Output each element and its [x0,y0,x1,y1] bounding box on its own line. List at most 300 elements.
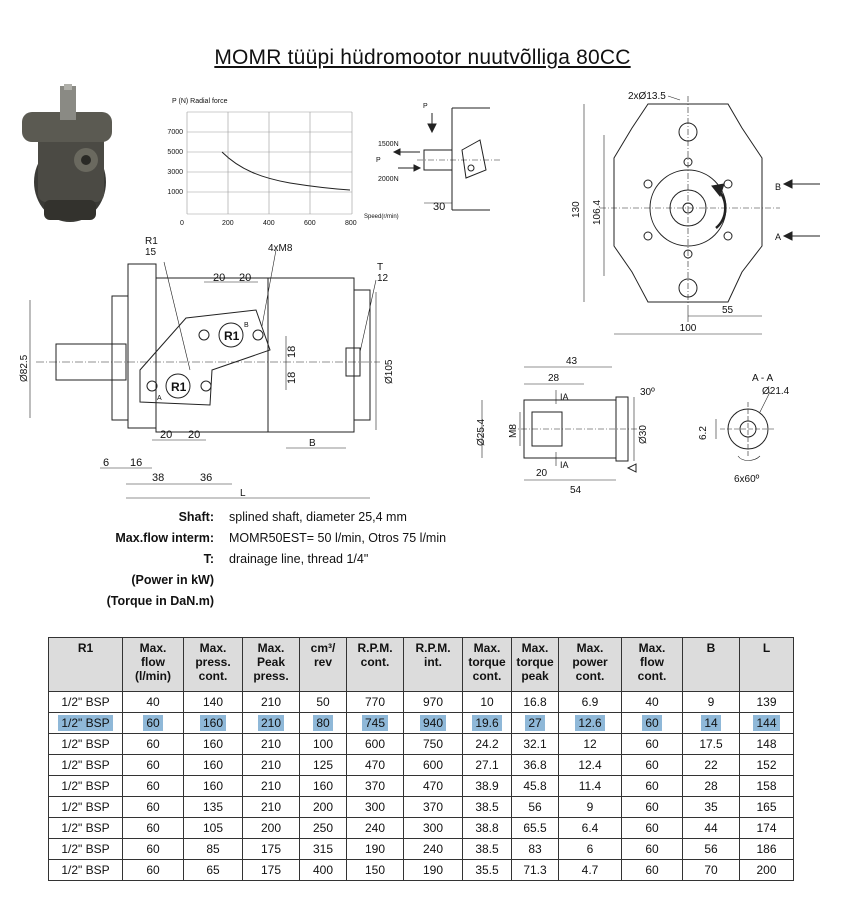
cell-value: 1/2" BSP [61,800,110,814]
table-row [49,734,794,755]
table-header-row [49,638,794,692]
table-cell [404,797,463,818]
port-b-main: B [244,322,249,329]
table-cell [683,860,740,881]
cell-value: 60 [642,715,661,731]
spec-table [48,637,794,881]
table-cell [463,797,512,818]
cell-value: 1/2" BSP [61,758,110,772]
cell-value: 12 [583,737,597,751]
dim-18a: 18 [286,345,298,358]
cell-value: 35.5 [475,863,499,877]
cell-value: 770 [364,695,386,709]
graph-ylabel: P (N) Radial force [172,98,228,105]
table-cell [243,797,300,818]
table-cell [683,776,740,797]
table-row [49,692,794,713]
dim-6: 6 [103,457,110,469]
table-cell [683,818,740,839]
table-cell [243,692,300,713]
cell-value: 210 [260,758,282,772]
cell-value: 160 [202,779,224,793]
cell-value: 240 [422,842,444,856]
cell-value: 36.8 [523,758,547,772]
shaft-43: 43 [566,356,578,367]
section-angle: 6x60º [734,474,760,485]
cell-value: 60 [645,821,659,835]
table-cell [123,797,184,818]
table-cell [49,818,123,839]
cell-value: 240 [364,821,386,835]
radial-force-graph [167,98,398,227]
cell-value: 60 [645,737,659,751]
table-row [49,776,794,797]
table-cell [404,692,463,713]
cell-value: 600 [364,737,386,751]
cell-value: 370 [422,800,444,814]
table-cell [49,797,123,818]
table-header-cell: L [740,638,794,692]
cell-value: 150 [364,863,386,877]
table-cell [463,818,512,839]
cell-value: 210 [258,715,284,731]
graph-xlabel: Speed(r/min) [364,214,399,220]
cell-value: 60 [146,842,160,856]
table-cell [740,713,794,734]
cell-value: 38.9 [475,779,499,793]
cell-value: 190 [422,863,444,877]
table-cell [512,755,559,776]
spec-list [40,510,800,615]
cell-value: 600 [422,758,444,772]
table-cell [622,860,683,881]
table-cell [300,860,347,881]
r1-port-top: R1 [224,329,240,343]
xtick: 200 [222,220,234,227]
table-cell [404,839,463,860]
cell-value: 11.4 [578,779,602,793]
cell-value: 250 [312,821,334,835]
table-cell [123,713,184,734]
table-cell [300,797,347,818]
cell-value: 152 [756,758,777,772]
table-cell [740,860,794,881]
dim-20d: 20 [188,429,201,441]
table-cell [559,818,622,839]
cell-value: 175 [260,863,282,877]
cell-value: 175 [260,842,282,856]
shaft-ia-top: IA [560,392,569,402]
table-cell [463,713,512,734]
r1-port-bottom: R1 [171,380,187,394]
cell-value: 200 [312,800,334,814]
side-view [394,108,500,210]
table-cell [243,860,300,881]
table-cell [512,734,559,755]
cell-value: 27.1 [475,758,499,772]
table-cell [512,713,559,734]
table-cell [243,839,300,860]
cell-value: 160 [200,715,226,731]
table-cell [683,734,740,755]
table-cell [622,818,683,839]
table-cell [683,797,740,818]
table-header-cell: Max. flow cont. [622,638,683,692]
cell-value: 6.9 [581,695,599,709]
section-aa [716,392,776,461]
cell-value: 745 [362,715,388,731]
table-row [49,713,794,734]
cell-value: 400 [312,863,334,877]
spec-row [40,552,800,573]
cell-value: 300 [364,800,386,814]
dim-18b: 18 [286,371,298,384]
front-holes: 2xØ13.5 [628,91,666,102]
cell-value: 210 [260,779,282,793]
cell-value: 1/2" BSP [61,737,110,751]
table-cell [243,755,300,776]
table-cell [347,755,404,776]
table-cell [300,755,347,776]
cell-value: 65 [206,863,220,877]
dim-36: 36 [200,472,213,484]
table-cell [243,713,300,734]
table-cell [463,860,512,881]
table-cell [347,713,404,734]
cell-value: 100 [312,737,334,751]
cell-value: 144 [753,715,779,731]
table-cell [559,755,622,776]
cell-value: 1/2" BSP [61,842,110,856]
shaft-d30: Ø30 [638,425,649,444]
table-cell [184,839,243,860]
shaft-d25: Ø25.4 [476,418,487,446]
cell-value: 19.6 [472,715,501,731]
cell-value: 60 [645,758,659,772]
table-cell [243,776,300,797]
cell-value: 50 [316,695,330,709]
cell-value: 300 [422,821,444,835]
table-cell [123,734,184,755]
cell-value: 370 [364,779,386,793]
table-header-cell: Max. power cont. [559,638,622,692]
cell-value: 85 [206,842,220,856]
table-row [49,860,794,881]
table-body [49,692,794,881]
cell-value: 60 [146,821,160,835]
table-cell [184,734,243,755]
m8-label: 4xM8 [268,243,293,254]
table-cell [683,755,740,776]
table-cell [347,776,404,797]
spec-value: splined shaft, diameter 25,4 mm [229,510,407,524]
cell-value: 28 [704,779,718,793]
shaft-54: 54 [570,485,582,496]
table-cell [123,776,184,797]
table-cell [123,818,184,839]
cell-value: 60 [146,758,160,772]
port-a-main: A [157,395,162,402]
xtick: 400 [263,220,275,227]
dim-38: 38 [152,472,165,484]
cell-value: 60 [146,800,160,814]
cell-value: 165 [756,800,777,814]
spec-row [40,510,800,531]
table-cell [559,860,622,881]
table-cell [404,734,463,755]
t12-label: T 12 [377,262,389,284]
cell-value: 125 [312,758,334,772]
spec-key: (Torque in DaN.m) [106,594,214,608]
table-cell [512,776,559,797]
table-cell [49,755,123,776]
front-height-106: 106.4 [592,199,603,225]
table-cell [49,776,123,797]
cell-value: 1/2" BSP [58,715,112,731]
cell-value: 1/2" BSP [61,863,110,877]
table-cell [559,839,622,860]
cell-value: 190 [364,842,386,856]
cell-value: 60 [645,842,659,856]
cell-value: 70 [704,863,718,877]
cell-value: 38.5 [475,800,499,814]
table-header-cell: Max. torque cont. [463,638,512,692]
table-cell [404,755,463,776]
table-header-cell: cm³/ rev [300,638,347,692]
table-row [49,797,794,818]
dim-20a: 20 [213,272,226,284]
cell-value: 24.2 [475,737,499,751]
table-row [49,818,794,839]
shaft-m8: M8 [508,424,519,438]
cell-value: 60 [645,800,659,814]
shaft-20: 20 [536,468,548,479]
table-cell [404,860,463,881]
motor-photo [22,84,112,222]
front-height-130: 130 [571,201,582,218]
cell-value: 470 [422,779,444,793]
cell-value: 60 [146,863,160,877]
table-row [49,839,794,860]
cell-value: 970 [422,695,444,709]
table-cell [622,755,683,776]
cell-value: 105 [202,821,224,835]
table-cell [463,839,512,860]
cell-value: 80 [313,715,332,731]
table-header-cell: Max. Peak press. [243,638,300,692]
side-force-1: 1500N [378,141,399,148]
table-cell [683,713,740,734]
table-cell [559,776,622,797]
table-cell [123,839,184,860]
table-cell [740,818,794,839]
cell-value: 45.8 [523,779,547,793]
cell-value: 148 [756,737,777,751]
cell-value: 60 [143,715,162,731]
cell-value: 158 [756,779,777,793]
table-cell [123,860,184,881]
dim-20c: 20 [160,429,173,441]
cell-value: 60 [645,863,659,877]
spec-key: (Power in kW) [131,573,214,587]
spec-row [40,531,800,552]
cell-value: 186 [756,842,777,856]
cell-value: 35 [704,800,718,814]
table-cell [740,734,794,755]
table-header-cell: Max. torque peak [512,638,559,692]
table-cell [347,692,404,713]
cell-value: 12.4 [578,758,602,772]
cell-value: 210 [260,737,282,751]
table-cell [559,692,622,713]
dim-l: L [240,488,246,499]
cell-value: 6.4 [581,821,599,835]
cell-value: 38.5 [475,842,499,856]
table-cell [347,797,404,818]
table-cell [559,797,622,818]
ytick: 1000 [167,189,183,196]
side-p: P [423,103,428,110]
port-b: B [775,182,782,192]
spec-row [40,573,800,594]
table-cell [184,797,243,818]
spec-row [40,594,800,615]
front-width-55: 55 [722,305,734,316]
port-a: A [775,232,782,242]
table-cell [184,692,243,713]
spec-key: T: [203,552,214,566]
dim-b: B [309,438,316,449]
table-cell [512,692,559,713]
shaft-30deg: 30º [640,387,655,398]
cell-value: 160 [312,779,334,793]
table-cell [184,818,243,839]
table-cell [740,797,794,818]
table-cell [123,755,184,776]
table-cell [622,692,683,713]
cell-value: 750 [422,737,444,751]
table-cell [740,839,794,860]
table-header-cell: R1 [49,638,123,692]
cell-value: 470 [364,758,386,772]
xtick: 800 [345,220,357,227]
cell-value: 210 [260,800,282,814]
cell-value: 6 [586,842,594,856]
table-cell [622,776,683,797]
side-p2: P [376,157,381,164]
table-cell [622,713,683,734]
cell-value: 9 [707,695,715,709]
section-d21: Ø21.4 [762,386,790,397]
table-cell [123,692,184,713]
table-cell [683,839,740,860]
cell-value: 44 [704,821,718,835]
table-cell [740,755,794,776]
cell-value: 40 [146,695,160,709]
table-cell [184,776,243,797]
cell-value: 56 [528,800,542,814]
table-row [49,755,794,776]
cell-value: 174 [756,821,777,835]
table-cell [559,713,622,734]
table-cell [740,776,794,797]
table-cell [683,692,740,713]
cell-value: 22 [704,758,718,772]
cell-value: 210 [260,695,282,709]
ytick: 3000 [167,169,183,176]
front-width-100: 100 [679,323,697,334]
dim-d105: Ø105 [384,359,395,384]
table-cell [463,734,512,755]
table-cell [347,860,404,881]
table-header-cell: B [683,638,740,692]
table-cell [49,713,123,734]
table-cell [184,713,243,734]
table-header-cell: Max. press. cont. [184,638,243,692]
cell-value: 17.5 [699,737,723,751]
main-view [30,250,380,498]
table-cell [512,839,559,860]
cell-value: 1/2" BSP [61,821,110,835]
cell-value: 160 [202,737,224,751]
table-cell [300,839,347,860]
cell-value: 32.1 [523,737,547,751]
spec-key: Max.flow interm: [115,531,214,545]
cell-value: 160 [202,758,224,772]
table-cell [463,692,512,713]
table-cell [463,755,512,776]
table-header-cell: R.P.M. cont. [347,638,404,692]
table-cell [243,734,300,755]
table-cell [300,776,347,797]
cell-value: 38.8 [475,821,499,835]
table-cell [184,860,243,881]
table-cell [49,692,123,713]
table-header-cell: R.P.M. int. [404,638,463,692]
ytick: 7000 [167,129,183,136]
cell-value: 60 [146,779,160,793]
cell-value: 200 [756,863,777,877]
table-cell [559,734,622,755]
table-cell [404,713,463,734]
cell-value: 1/2" BSP [61,779,110,793]
cell-value: 9 [586,800,594,814]
cell-value: 1/2" BSP [61,695,110,709]
table-cell [463,776,512,797]
table-cell [347,734,404,755]
spec-value: MOMR50EST= 50 l/min, Otros 75 l/min [229,531,447,545]
side-width: 30 [433,201,446,213]
table-cell [512,860,559,881]
table-cell [347,839,404,860]
cell-value: 14 [701,715,720,731]
r1-label: R1 15 [145,236,158,258]
cell-value: 40 [645,695,659,709]
cell-value: 140 [202,695,224,709]
cell-value: 56 [704,842,718,856]
side-force-2: 2000N [378,176,399,183]
table-cell [243,818,300,839]
cell-value: 135 [202,800,224,814]
cell-value: 139 [756,695,777,709]
table-cell [49,734,123,755]
cell-value: 71.3 [523,863,547,877]
cell-value: 940 [420,715,446,731]
cell-value: 60 [645,779,659,793]
spec-key: Shaft: [178,510,214,524]
cell-value: 10 [480,695,494,709]
table-cell [622,839,683,860]
